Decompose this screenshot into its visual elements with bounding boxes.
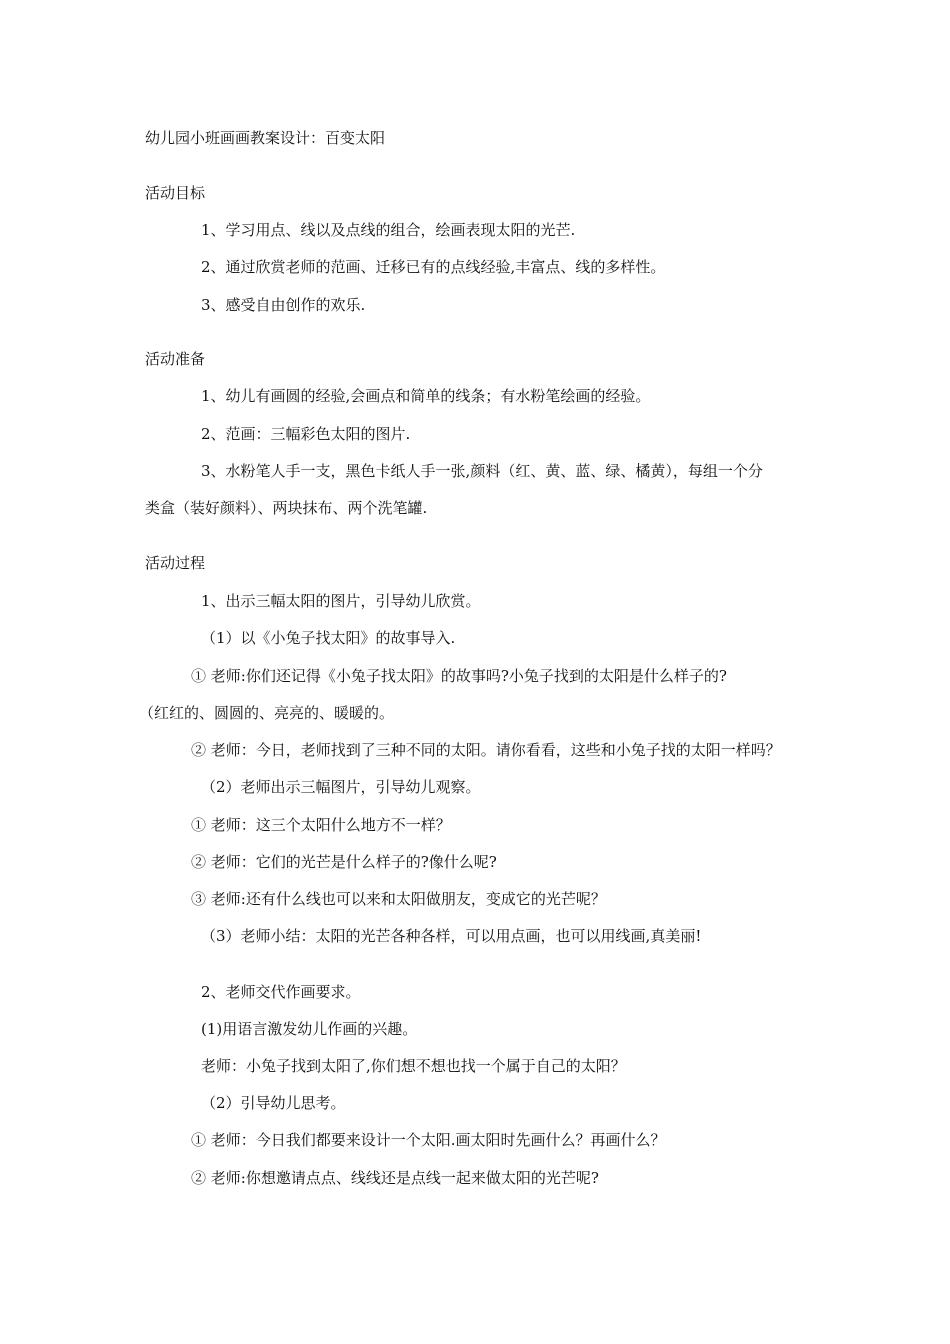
process-step-1-3: （3）老师小结：太阳的光芒各种各样，可以用点画，也可以用线画,真美丽! xyxy=(201,927,702,945)
process-step-1-2-b: ② 老师：它们的光芒是什么样子的?像什么呢? xyxy=(191,853,497,871)
prep-item-1: 1、幼儿有画圆的经验,会画点和简单的线条；有水粉笔绘画的经验。 xyxy=(201,387,651,405)
goal-item-3: 3、感受自由创作的欢乐. xyxy=(201,296,366,314)
goal-item-1: 1、学习用点、线以及点线的组合，绘画表现太阳的光芒. xyxy=(201,221,576,239)
process-step-2-2-a: ① 老师：今日我们都要来设计一个太阳.画太阳时先画什么？再画什么？ xyxy=(191,1131,666,1149)
goal-item-2: 2、通过欣赏老师的范画、迁移已有的点线经验,丰富点、线的多样性。 xyxy=(201,258,666,276)
process-step-1-2-a: ① 老师：这三个太阳什么地方不一样？ xyxy=(191,816,451,834)
section-heading-process: 活动过程 xyxy=(145,554,206,572)
process-step-2-2: （2）引导幼儿思考。 xyxy=(201,1094,346,1112)
process-step-1-1-b: ② 老师：今日，老师找到了三种不同的太阳。请你看看，这些和小兔子找的太阳一样吗？ xyxy=(191,741,781,759)
process-step-1-1: （1）以《小兔子找太阳》的故事导入. xyxy=(201,629,456,647)
process-step-2: 2、老师交代作画要求。 xyxy=(201,983,361,1001)
prep-item-3-continued: 类盒（装好颜料）、两块抹布、两个洗笔罐. xyxy=(145,499,428,517)
section-heading-goals: 活动目标 xyxy=(145,184,206,202)
prep-item-2: 2、范画：三幅彩色太阳的图片. xyxy=(201,425,411,443)
process-step-1-2: （2）老师出示三幅图片，引导幼儿观察。 xyxy=(201,778,481,796)
document-title: 幼儿园小班画画教案设计：百变太阳 xyxy=(145,129,386,147)
process-step-1-1-a: ① 老师:你们还记得《小兔子找太阳》的故事吗?小兔子找到的太阳是什么样子的? xyxy=(191,667,727,685)
prep-item-3: 3、水粉笔人手一支，黑色卡纸人手一张,颜料（红、黄、蓝、绿、橘黄），每组一个分 xyxy=(201,462,763,480)
process-step-2-1-a: 老师：小兔子找到太阳了,你们想不想也找一个属于自己的太阳？ xyxy=(201,1057,626,1075)
process-step-1-2-c: ③ 老师:还有什么线也可以来和太阳做朋友，变成它的光芒呢？ xyxy=(191,890,606,908)
process-step-2-1: (1)用语言激发幼儿作画的兴趣。 xyxy=(201,1020,418,1038)
process-step-2-2-b: ② 老师:你想邀请点点、线线还是点线一起来做太阳的光芒呢? xyxy=(191,1169,599,1187)
process-step-1-1-a-continued: （红红的、圆圆的、亮亮的、暖暖的。 xyxy=(139,704,395,722)
section-heading-prep: 活动准备 xyxy=(145,350,206,368)
process-step-1: 1、出示三幅太阳的图片，引导幼儿欣赏。 xyxy=(201,592,481,610)
